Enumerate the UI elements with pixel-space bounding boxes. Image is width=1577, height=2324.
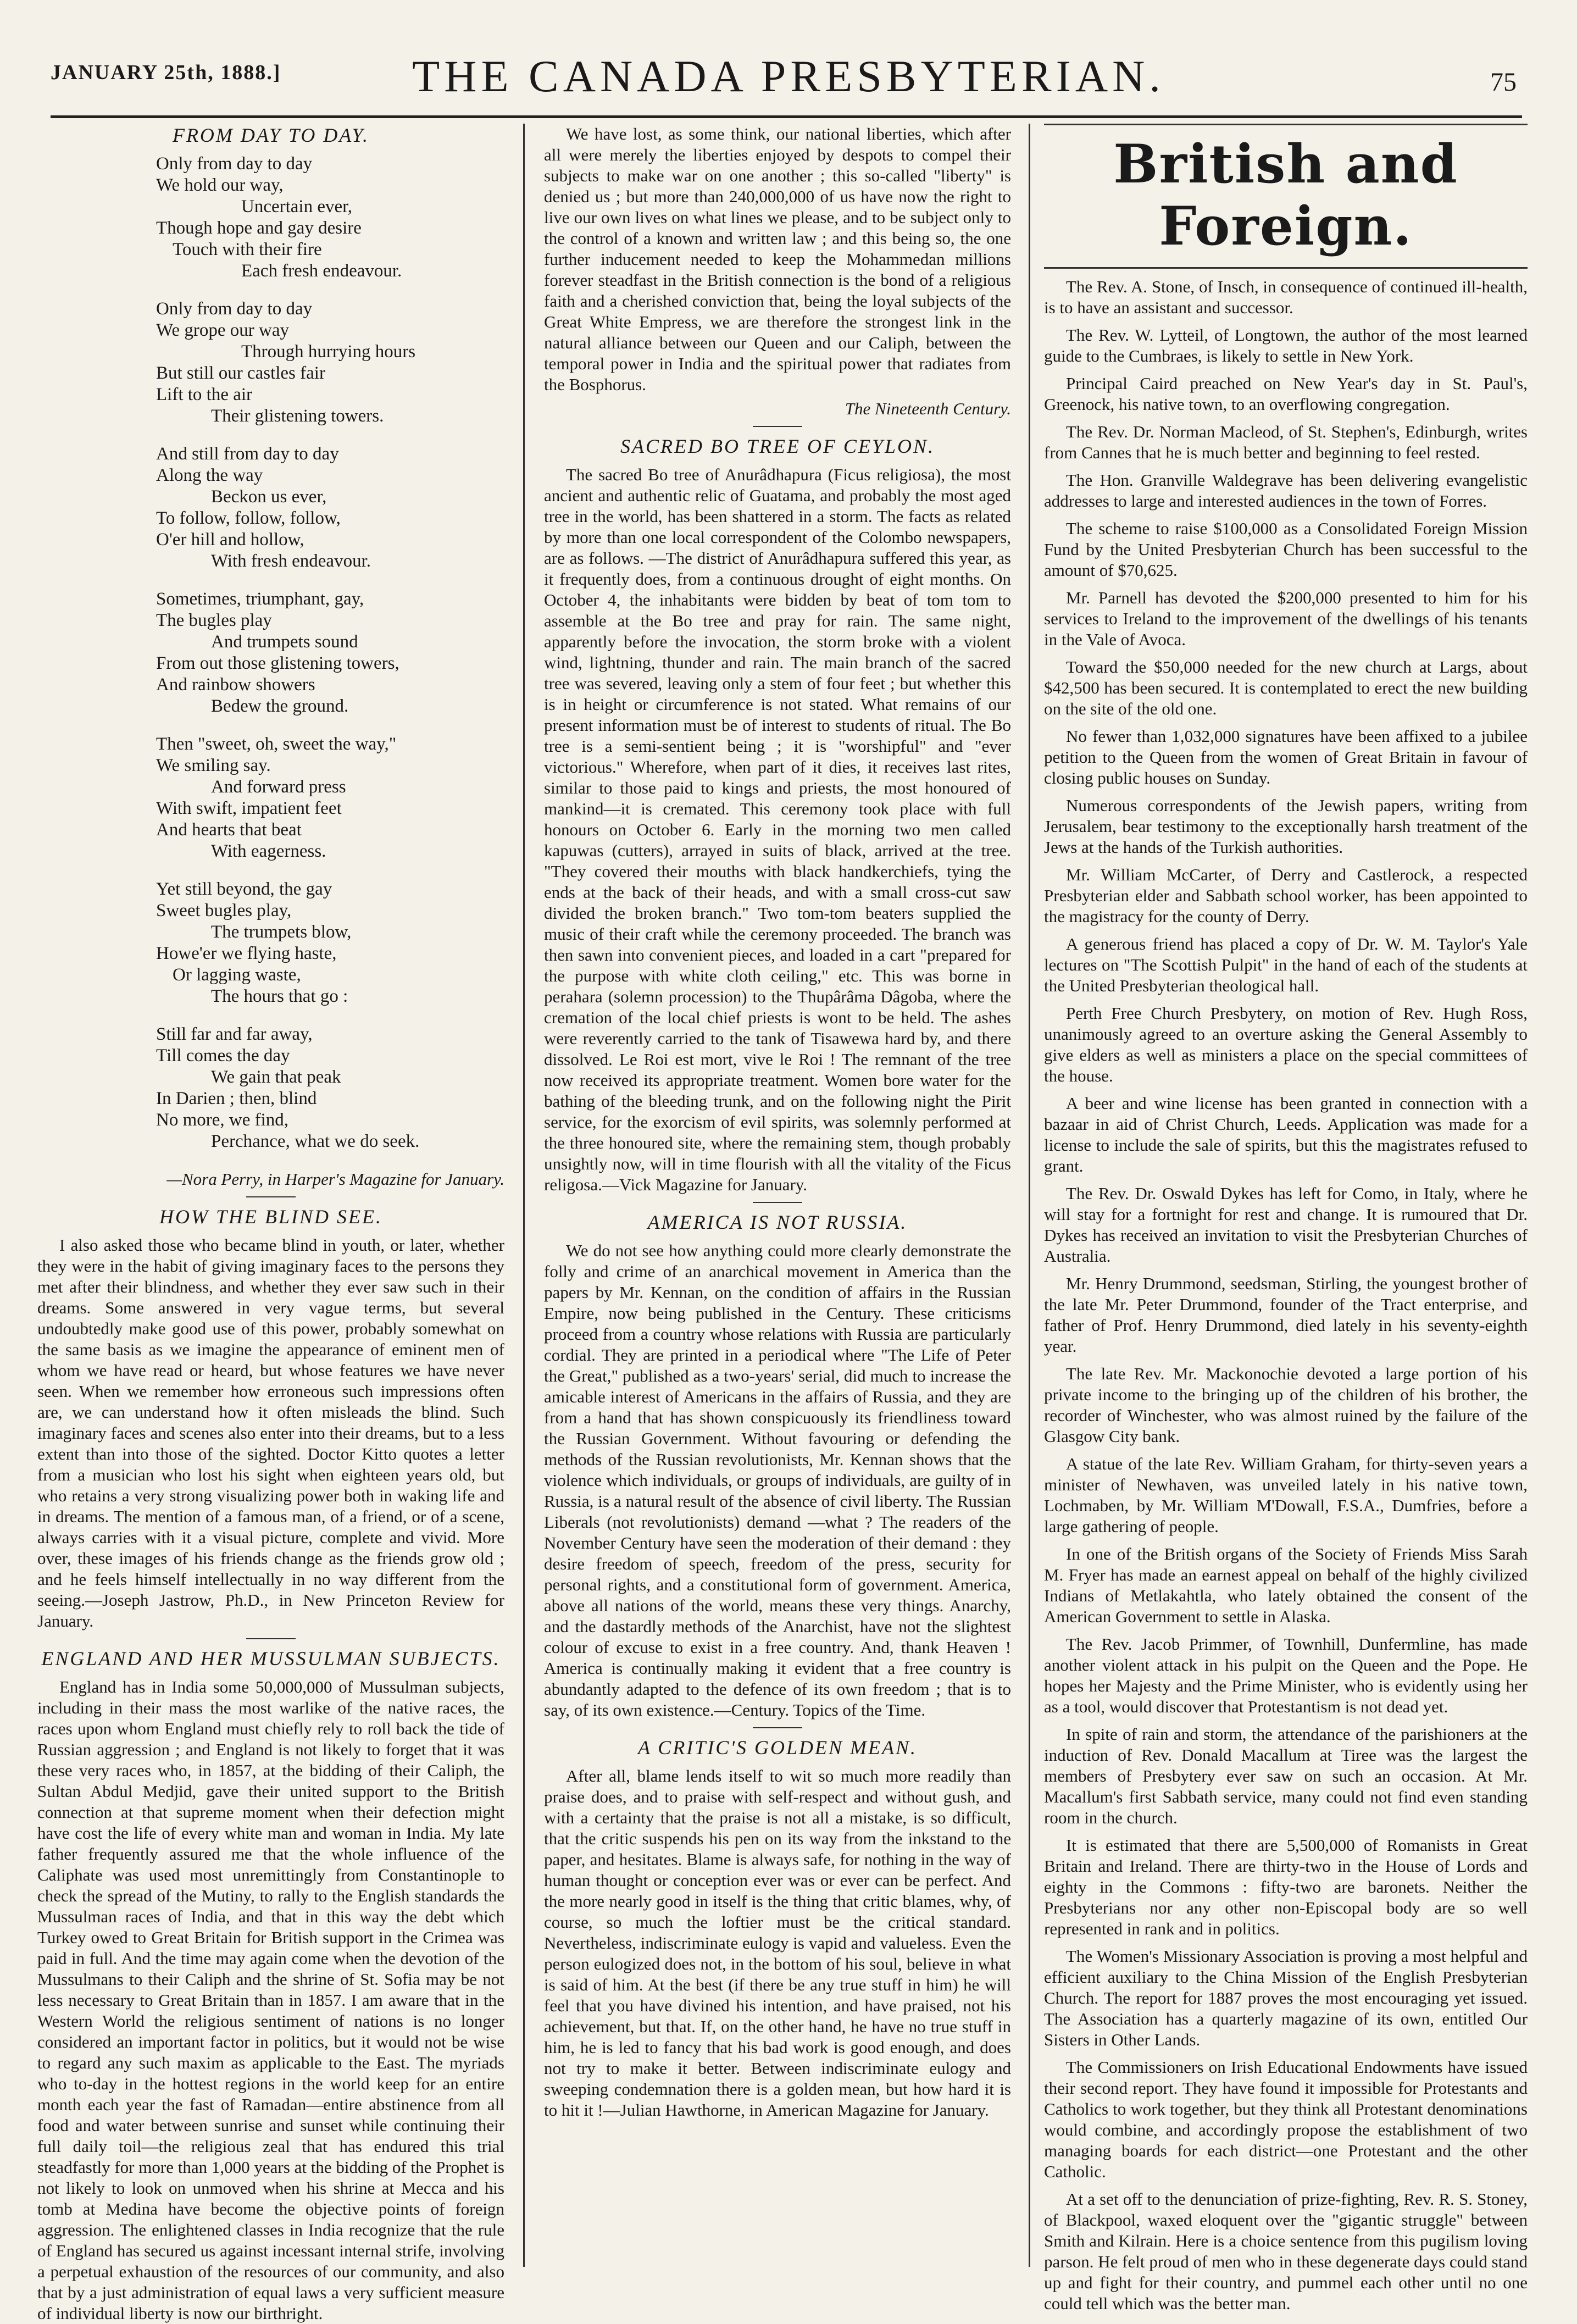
poem-line: From out those glistening towers,	[156, 653, 399, 673]
poem-line: But still our castles fair	[156, 363, 325, 383]
poem-stanza	[156, 443, 504, 572]
poem-line: Sometimes, triumphant, gay,	[156, 589, 364, 609]
news-item: The Women's Missionary Association is proving a most helpful and efficient auxiliary to the China Mission of the English Presbyterian Church. The report for 1887 proves the most encouraging yet issued. The Association has a quarterly magazine of its own, entitled Our Sisters in Other Lands.	[1044, 1946, 1528, 2049]
poem	[156, 153, 504, 1152]
separator	[753, 1202, 802, 1203]
article-body: After all, blame lends itself to wit so much more readily than praise does, and to praise with self-respect and without gush, and with a certainty that the praise is not all a mistake, is so difficult, that the critic suspends his pen on its way from the inkstand to the paper, and hesitates. Blame is always safe, for nothing in the way of human thought or conception ever was or ever can be perfect. And the more nearly good in itself is the thing that critic blames, why, of course, so much the loftier must be the critical standard. Nevertheless, indiscriminate eulogy is vapid and valueless. Even the person eulogized does not, in the bottom of his soul, believe in what is said of him. At the best (if there be any true stuff in him) he will feel that you have divined his intention, and have praised, not his achievement, but that. If, on the other hand, he have no true stuff in him, he is led to fancy that his bad work is good enough, and does not try to make it better. Between indiscriminate eulogy and sweeping condemnation there is a golden mean, but how hard it is to hit it !—Julian Hawthorne, in American Magazine for January.	[544, 1766, 1011, 2120]
news-item: Toward the $50,000 needed for the new church at Largs, about $42,500 has been secured. It is contemplated to erect the new building on the site of the old one.	[1044, 657, 1528, 718]
poem-line: And forward press	[211, 777, 346, 797]
poem-line: With eagerness.	[211, 841, 326, 861]
section-title: British and Foreign.	[1113, 133, 1458, 257]
poem-line: Or lagging waste,	[173, 965, 301, 985]
news-item: Mr. Henry Drummond, seedsman, Stirling, the youngest brother of the late Mr. Peter Drummond, founder of the Tract enterprise, and father of Prof. Henry Drummond, died lately in his seventy-eighth year.	[1044, 1274, 1528, 1356]
article-title: HOW THE BLIND SEE.	[159, 1206, 382, 1228]
poem-line: We grope our way	[156, 320, 290, 340]
news-item: Mr. Parnell has devoted the $200,000 presented to him for his services to Ireland to the improvement of the dwellings of his tenants in the Vale of Avoca.	[1044, 588, 1528, 649]
poem-line: Howe'er we flying haste,	[156, 944, 337, 963]
poem-line: In Darien ; then, blind	[156, 1089, 317, 1108]
news-item: The Commissioners on Irish Educational Endowments have issued their second report. They have found it impossible for Protestants and Catholics to work together, but they think all Protestant denominations would combine, and accordingly propose the establishment of two managing boards for each district—one Protestant and the other Catholic.	[1044, 2057, 1528, 2181]
news-item: The Rev. Dr. Oswald Dykes has left for Como, in Italy, where he will stay for a fortnight for rest and change. It is rumoured that Dr. Dykes has received an invitation to visit the Presbyterian Churches of Australia.	[1044, 1184, 1528, 1266]
poem-line: No more, we find,	[156, 1110, 289, 1130]
poem-line: Yet still beyond, the gay	[156, 879, 332, 899]
poem-line: Their glistening towers.	[211, 406, 384, 426]
poem-line: Lift to the air	[156, 385, 253, 404]
poem-line: Along the way	[156, 465, 263, 485]
poem-stanza	[156, 153, 504, 282]
poem-line: And rainbow showers	[156, 675, 315, 695]
news-item: The Rev. W. Lytteil, of Longtown, the author of the most learned guide to the Cumbraes, is likely to settle in New York.	[1044, 325, 1528, 365]
article-body: England has in India some 50,000,000 of Mussulman subjects, including in their mass the most warlike of the native races, the races upon whom England must chiefly rely to roll back the tide of Russian aggression ; and England is not likely to forget that it was these very races who, in 1857, at the bidding of their Caliph, the Sultan Abdul Medjid, gave their united support to the British connection at that supreme moment when their defection might have cost the life of every white man and woman in India. My late father frequently assured me that the whole influence of the Caliphate was used most unremittingly from Constantinople to check the spread of the Mutiny, to rally to the English standards the Mussulman races of India, and that in this way the debt which Turkey owed to Great Britain for British support in the Crimea was paid in full. And the time may again come when the devotion of the Mussulmans to their Caliph and the shrine of St. Sofia may be not less necessary to Great Britain than in 1857. I am aware that in the Western World the religious sentiment of nations is no longer considered an important factor in politics, but it would not be wise to regard any such maxim as applicable to the East. The myriads who to-day in the hottest regions in the world keep for an entire month each year the fast of Ramadan—entire abstinence from all food and water between sunrise and sunset while continuing their full daily toil—the religious zeal that has endured this trial steadfastly for more than 1,000 years at the bidding of the Prophet is not likely to look on unmoved when his shrine at Mecca and his tomb at Medina have become the objective points of foreign aggression. The enlightened classes in India recognize that the rule of England has secured us against incessant internal strife, involving a perpetual exhaustion of the resources of our community, and also that by a just administration of equal laws a very sufficient measure of individual liberty is now our birthright.	[37, 1677, 504, 2323]
poem-line: The hours that go :	[211, 986, 348, 1006]
news-item: In spite of rain and storm, the attendance of the parishioners at the induction of Rev. Donald Macallum at Tiree was the largest the members of Presbytery ever saw on such an occasion. At Mr. Macallum's first Sabbath service, many could not find even standing room in the church.	[1044, 1724, 1528, 1827]
poem-line: Touch with their fire	[173, 240, 322, 259]
section-rule	[1044, 267, 1528, 269]
news-item: Perth Free Church Presbytery, on motion of Rev. Hugh Ross, unanimously agreed to an overture asking the General Assembly to give elders as well as ministers a place on the special committees of the house.	[1044, 1003, 1528, 1085]
news-item: The Hon. Granville Waldegrave has been delivering evangelistic addresses to large and interested audiences in the town of Forres.	[1044, 470, 1528, 511]
article-attribution: The Nineteenth Century.	[845, 399, 1011, 418]
poem-line: And still from day to day	[156, 444, 339, 464]
news-item: It is estimated that there are 5,500,000 of Romanists in Great Britain and Ireland. There are thirty-two in the House of Lords and eighty in the Commons : fifty-two are baronets. Neither the Presbyterians nor any other non-Episcopal body are so well represented in rank and in politics.	[1044, 1835, 1528, 1938]
poem-stanza	[156, 298, 504, 427]
news-item: At a set off to the denunciation of prize-fighting, Rev. R. S. Stoney, of Blackpool, waxed eloquent over the "gigantic struggle" between Smith and Kilrain. Here is a choice sentence from this pugilism loving parson. He felt proud of men who in these degenerate days could stand up and fight for their country, and pummel each other until no one could tell which was the better man.	[1044, 2189, 1528, 2313]
poem-line: Beckon us ever,	[211, 487, 327, 507]
news-item: The late Rev. Mr. Mackonochie devoted a large portion of his private income to the bringing up of the children of his brother, the recorder of Winchester, who was almost ruined by the failure of the Glasgow City bank.	[1044, 1364, 1528, 1446]
poem-stanza	[156, 589, 504, 717]
article-body: I also asked those who became blind in youth, or later, whether they were in the habit of giving imaginary faces to the persons they met after their blindness, and whether they ever saw such in their dreams. Some answered in very vague terms, but several undoubtedly make good use of this power, probably somewhat on the same basis as we imagine the appearance of eminent men of whom we have read or heard, but whose features we have never seen. When we remember how erroneous such impressions often are, we can understand how it often misleads the blind. Such imaginary faces and scenes also enter into their dreams, but to a less extent than into those of the sighted. Doctor Kitto quotes a letter from a musician who lost his sight when eighteen years old, but who retains a very strong visualizing power both in waking life and in dreams. The mention of a famous man, of a friend, or of a scene, always carries with it a visual picture, complete and vivid. More over, these images of his friends change as the friends grow old ; and he feels himself intellectually in no way different from the seeing.—Joseph Jastrow, Ph.D., in New Princeton Review for January.	[37, 1235, 504, 1630]
column-divider	[523, 124, 525, 2267]
poem-line: Though hope and gay desire	[156, 218, 362, 238]
article-body: The sacred Bo tree of Anurâdhapura (Ficus religiosa), the most ancient and authentic relic of Guatama, and probably the most aged tree in the world, has been shattered in a storm. The facts as related by more than one local correspondent of the Colombo newspapers, are as follows. —The district of Anurâdhapura suffered this year, as it frequently does, from a continuous drought of eight months. On October 4, the inhabitants were bidden by beat of tom tom to assemble at the Bo tree and pray for rain. The same night, apparently before the invocation, the storm broke with a violent wind, lightning, thunder and rain. The main branch of the sacred tree was severed, leaving only a stem of four feet ; but whether this is in height or circumference is not stated. What remains of our present information must be of interest to students of ritual. The Bo tree is a semi-sentient being ; it is "worshipful" and "ever victorious." Wherefore, when part of it dies, it receives last rites, similar to those paid to kings and priests, the most honoured of mankind—it is cremated. This ceremony took place with full honours on October 6. Early in the morning two men called kapuwas (cutters), arrayed in suits of black, arrived at the tree. "They covered their mouths with black handkerchiefs, tying the ends at the back of their heads, and with a small cross-cut saw divided the broken branch." Two tom-tom beaters supplied the music of their craft while the ceremony proceeded. The branch was then sawn into convenient pieces, and loaded in a cart "prepared for the purpose with white cloth ceiling," etc. This was borne in perahara (solemn procession) to the Thupârâma Dâgoba, where the cremation of the local chief priests is wont to be held. The ashes were reverently carried to the tank of Tisawewa hard by, and there dissolved. Le Roi est mort, vive le Roi ! The remnant of the tree now received its appropriate treatment. Women bore water for the bathing of the bleeding trunk, and on the following night the Pirit service, for the exorcism of evil spirits, was solemnly performed at the three honoured site, where the remaining stem, though probably unsightly now, will in time flourish with all the vitality of the Ficus religosa.—Vick Magazine for January.	[544, 465, 1011, 1194]
news-item: The Rev. Jacob Primmer, of Townhill, Dunfermline, has made another violent attack in his pulpit on the Queen and the Pope. He hopes her Majesty and the Prime Minister, who is evidently using her as a tool, would discover that Protestantism is not dead yet.	[1044, 1634, 1528, 1716]
section-rule	[1044, 124, 1528, 125]
separator	[753, 426, 802, 427]
poem-line: Sweet bugles play,	[156, 901, 292, 920]
poem-stanza	[156, 1024, 504, 1152]
separator	[753, 1727, 802, 1728]
header-rule	[51, 115, 1522, 118]
poem-line: With swift, impatient feet	[156, 798, 342, 818]
page-number: 75	[1490, 68, 1517, 97]
poem-line: Only from day to day	[156, 299, 313, 319]
poem-line: With fresh endeavour.	[211, 551, 371, 571]
column-1	[37, 124, 504, 2323]
poem-line: Till comes the day	[156, 1046, 290, 1066]
poem-line: Still far and far away,	[156, 1024, 313, 1044]
article-title: ENGLAND AND HER MUSSULMAN SUBJECTS.	[41, 1648, 501, 1669]
article-title: AMERICA IS NOT RUSSIA.	[647, 1211, 908, 1233]
poem-line: And trumpets sound	[211, 632, 358, 652]
news-item: A beer and wine license has been granted in connection with a bazaar in aid of Christ Church, Leeds. Application was made for a license to include the sale of spirits, but this the magistrates refused to grant.	[1044, 1094, 1528, 1175]
poem-line: The trumpets blow,	[211, 922, 352, 942]
column-divider	[1029, 124, 1030, 2267]
news-item: The Rev. A. Stone, of Insch, in consequence of continued ill-health, is to have an assistant and successor.	[1044, 277, 1528, 317]
poem-title: FROM DAY TO DAY.	[172, 124, 370, 146]
article-body-continued: We have lost, as some think, our national liberties, which after all were merely the liberties enjoyed by despots to compel their subjects to make war on one another ; this so-called "liberty" is denied us ; but more than 240,000,000 of us have now the right to live our own lives on what lines we please, and to be subject only to the control of a known and written law ; and this being so, the one further inducement needed to keep the Mohammedan millions forever steadfast in the British connection is the bond of a religious faith and a cherished conviction that, being the loyal subjects of the Great White Empress, we are therefore the strongest link in the natural alliance between our Queen and our Caliph, between the temporal power in India and the spiritual power that radiates from the Bosphorus.	[544, 124, 1011, 394]
separator	[246, 1638, 296, 1639]
poem-attribution: —Nora Perry, in Harper's Magazine for January.	[166, 1169, 504, 1189]
news-item: The scheme to raise $100,000 as a Consolidated Foreign Mission Fund by the United Presbyterian Church has been successful to the amount of $70,625.	[1044, 519, 1528, 580]
article-body: We do not see how anything could more clearly demonstrate the folly and crime of an anarchical movement in America than the papers by Mr. Kennan, on the condition of affairs in the Russian Empire, now being published in the Century. These criticisms proceed from a country whose relations with Russia are particularly cordial. They are printed in a periodical where "The Life of Peter the Great," published as a two-years' serial, did much to increase the amicable interest of Americans in the affairs of Russia, and they are from a hand that has shown conspicuously its friendliness toward the Russian Government. Without favouring or defending the methods of the Russian revolutionists, Mr. Kennan shows that the violence which individuals, or groups of individuals, are guilty of in Russia, is a natural result of the absence of civil liberty. The Russian Liberals (not revolutionists) demand —what ? The readers of the November Century have seen the moderation of their demand : they desire freedom of speech, freedom of the press, security for personal rights, and a constitutional form of government. America, above all nations of the world, means these very things. Anarchy, and the dastardly methods of the Anarchist, have not the slightest colour of excuse to exist in a free country. And, thank Heaven ! America is continually making it evident that a free country is abundantly adapted to the defence of its own freedom ; that is to say, of its own existence.—Century. Topics of the Time.	[544, 1241, 1011, 1720]
poem-line: O'er hill and hollow,	[156, 530, 304, 550]
news-item: Principal Caird preached on New Year's day in St. Paul's, Greenock, his native town, to an overflowing congregation.	[1044, 374, 1528, 414]
poem-line: We hold our way,	[156, 175, 284, 195]
news-item: The Rev. Dr. Norman Macleod, of St. Stephen's, Edinburgh, writes from Cannes that he is much better and beginning to feel rested.	[1044, 422, 1528, 462]
issue-date: JANUARY 25th, 1888.]	[51, 61, 281, 84]
masthead-title: THE CANADA PRESBYTERIAN.	[412, 51, 1165, 101]
poem-line: Bedew the ground.	[211, 696, 349, 716]
news-item: Numerous correspondents of the Jewish papers, writing from Jerusalem, bear testimony to the exceptionally harsh treatment of the Jews at the hands of the Turkish authorities.	[1044, 796, 1528, 857]
poem-line: To follow, follow, follow,	[156, 508, 341, 528]
column-2	[544, 124, 1011, 2267]
poem-line: The bugles play	[156, 611, 272, 630]
article-title: SACRED BO TREE OF CEYLON.	[620, 435, 935, 457]
poem-line: Uncertain ever,	[241, 197, 353, 217]
column-3	[1044, 124, 1528, 2313]
poem-line: And hearts that beat	[156, 820, 302, 840]
news-item: In one of the British organs of the Society of Friends Miss Sarah M. Fryer has made an earnest appeal on behalf of the highly civilized Indians of Metlakahtla, who lately obtained the consent of the American Government to settle in Alaska.	[1044, 1544, 1528, 1626]
poem-line: Each fresh endeavour.	[241, 261, 402, 281]
poem-line: We smiling say.	[156, 756, 271, 775]
poem-stanza	[156, 734, 504, 862]
news-item: No fewer than 1,032,000 signatures have been affixed to a jubilee petition to the Queen from the women of Great Britain in favour of closing public houses on Sunday.	[1044, 726, 1528, 787]
news-item: A statue of the late Rev. William Graham, for thirty-seven years a minister of Newhaven, was unveiled lately in his native town, Lochmaben, by Mr. William M'Dowall, F.S.A., Dumfries, before a large gathering of people.	[1044, 1454, 1528, 1536]
poem-line: Only from day to day	[156, 154, 313, 174]
poem-stanza	[156, 879, 504, 1007]
article-title: A CRITIC'S GOLDEN MEAN.	[637, 1737, 918, 1759]
poem-line: Then "sweet, oh, sweet the way,"	[156, 734, 397, 754]
news-item: Mr. William McCarter, of Derry and Castlerock, a respected Presbyterian elder and Sabbath school worker, has been appointed to the magistracy for the county of Derry.	[1044, 865, 1528, 926]
news-notes	[1044, 276, 1528, 2314]
news-item: A generous friend has placed a copy of Dr. W. M. Taylor's Yale lectures on "The Scottish Pulpit" in the hand of each of the students at the United Presbyterian theological hall.	[1044, 934, 1528, 995]
separator	[246, 1196, 296, 1197]
poem-line: Through hurrying hours	[241, 342, 416, 362]
poem-line: Perchance, what we do seek.	[211, 1132, 420, 1151]
poem-line: We gain that peak	[211, 1067, 341, 1087]
